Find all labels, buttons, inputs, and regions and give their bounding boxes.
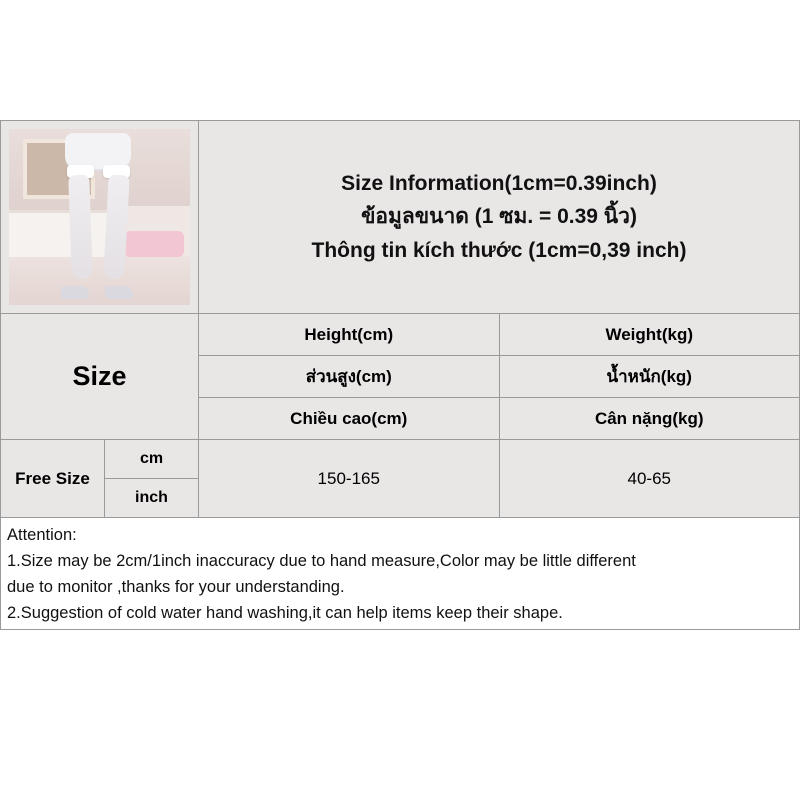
header-height-en: Height(cm): [199, 314, 500, 355]
header-height-th: ส่วนสูง(cm): [199, 356, 500, 397]
row-size-label: Free Size: [1, 440, 105, 517]
attention-block: [1, 518, 799, 626]
header-height-vi: Chiều cao(cm): [199, 398, 500, 439]
chart-header-row: [1, 121, 799, 314]
header-weight-vi: Cân nặng(kg): [500, 398, 800, 439]
product-photo: [1, 121, 199, 313]
product-photo-illustration: [9, 129, 190, 305]
attention-heading: Attention:: [7, 526, 77, 544]
title-line-vi: Thông tin kích thước (1cm=0,39 inch): [311, 238, 687, 262]
row-weight-value: 40-65: [500, 440, 800, 517]
attention-note-1a: 1.Size may be 2cm/1inch inaccuracy due to hand measure,Color may be little different: [7, 551, 636, 570]
metric-header-row-th: [199, 356, 799, 398]
photo-stocking-left: [68, 175, 93, 280]
title-line-en: Size Information(1cm=0.39inch): [341, 172, 657, 196]
header-weight-en: Weight(kg): [500, 314, 800, 355]
title-line-th: ข้อมูลขนาด (1 ซม. = 0.39 นิ้ว): [361, 205, 637, 229]
photo-shoe-left: [61, 286, 89, 299]
title-block: [199, 121, 799, 313]
metric-header-row-vi: [199, 398, 799, 439]
table-row: [1, 440, 799, 518]
metric-header-columns: [199, 314, 799, 439]
size-header-label: Size: [1, 314, 199, 439]
photo-pink-cushion: [124, 231, 184, 257]
unit-inch: inch: [135, 489, 168, 506]
metric-header-row-en: [199, 314, 799, 356]
photo-skirt: [65, 133, 131, 169]
attention-note-1b: due to monitor ,thanks for your understanding.: [7, 577, 345, 596]
row-height-value: 150-165: [199, 440, 500, 517]
column-header-block: [1, 314, 799, 440]
size-chart: [0, 120, 800, 630]
attention-note-2: 2.Suggestion of cold water hand washing,it can help items keep their shape.: [7, 603, 563, 622]
header-weight-th: น้ำหนัก(kg): [500, 356, 800, 397]
unit-cm: cm: [105, 440, 198, 479]
row-unit-column: [105, 440, 199, 517]
photo-shoe-right: [105, 286, 133, 299]
